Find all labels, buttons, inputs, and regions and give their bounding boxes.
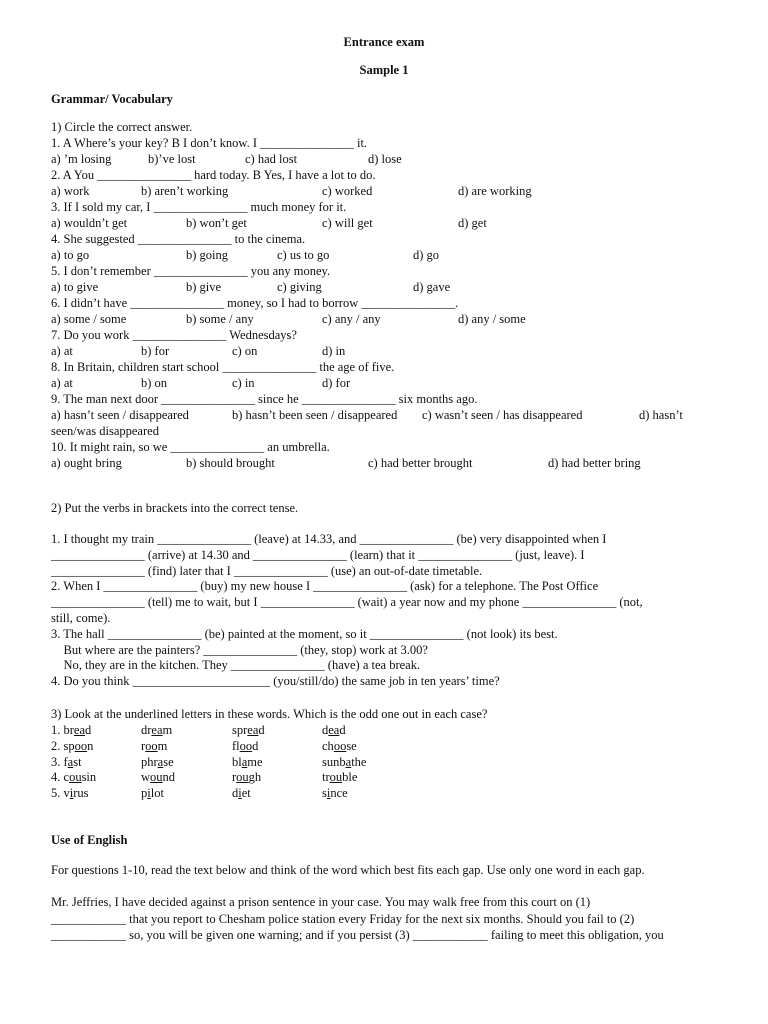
row-number: 5. xyxy=(51,786,64,801)
option-9-d: d) hasn’t xyxy=(639,408,683,422)
word-4-1: 4. cousin xyxy=(51,770,97,785)
option-1-b: b)’ve lost xyxy=(148,152,196,166)
option-2-b: b) aren’t working xyxy=(141,184,229,198)
option-10-c: c) had better brought xyxy=(368,456,473,470)
word-4-2: wound xyxy=(141,770,176,785)
option-3-d: d) get xyxy=(458,216,487,230)
option-2-a: a) work xyxy=(51,184,90,198)
passage-line-3: ____________ so, you will be given one warning; and if you persist (3) ____________ failing to meet this obligation, you xyxy=(51,928,664,942)
tense-line-4: 2. When I _______________ (buy) my new house I _______________ (ask) for a telephone. The Post Office xyxy=(51,579,599,594)
option-9-a: a) hasn’t seen / disappeared xyxy=(51,408,189,422)
passage-line-2: ____________ that you report to Chesham police station every Friday for the next six months. Should you fail to (2) xyxy=(51,911,635,926)
word-2-4: choose xyxy=(322,738,357,753)
option-9-b: b) hasn’t been seen / disappeared xyxy=(232,408,398,422)
option-5-a: a) to give xyxy=(51,280,99,294)
option-8-d: d) for xyxy=(322,376,351,390)
word-5-4: since xyxy=(322,786,348,801)
instruction-2: 2) Put the verbs in brackets into the correct tense. xyxy=(51,501,299,515)
word-1-2: dream xyxy=(141,723,173,737)
option-6-a: a) some / some xyxy=(51,312,127,326)
tense-line-9: No, they are in the kitchen. They _______________ (have) a tea break. xyxy=(51,658,421,673)
tense-line-7: 3. The hall _______________ (be) painted at the moment, so it _______________ (not look) its best. xyxy=(51,626,558,641)
tense-line-6: still, come). xyxy=(51,611,111,625)
tense-line-10: 4. Do you think ______________________ (you/still/do) the same job in ten years’ time? xyxy=(51,674,500,689)
option-8-b: b) on xyxy=(141,376,168,390)
tense-line-8: But where are the painters? _______________ (they, stop) work at 3.00? xyxy=(51,642,428,657)
option-1-d: d) lose xyxy=(368,152,402,166)
question-2: 2. A You _______________ hard today. B Yes, I have a lot to do. xyxy=(51,168,376,182)
tense-line-2: _______________ (arrive) at 14.30 and _______________ (learn) that it _______________ (just, leave). I xyxy=(51,547,585,562)
option-3-c: c) will get xyxy=(322,216,373,230)
row-number: 3. xyxy=(51,754,64,769)
option-4-b: b) going xyxy=(186,248,229,262)
question-7: 7. Do you work _______________ Wednesdays? xyxy=(51,328,297,342)
word-2-1: 2. spoon xyxy=(51,738,94,753)
option-6-b: b) some / any xyxy=(186,312,254,326)
question-6: 6. I didn’t have _______________ money, so I had to borrow _______________. xyxy=(51,296,459,310)
word-3-2: phrase xyxy=(141,754,174,769)
option-continuation-9: seen/was disappeared xyxy=(51,424,159,438)
option-7-b: b) for xyxy=(141,344,170,358)
tense-line-3: _______________ (find) later that I _______________ (use) an out-of-date timetable. xyxy=(51,563,483,578)
page-title: Entrance exam xyxy=(343,35,425,49)
option-1-c: c) had lost xyxy=(245,152,298,166)
option-6-d: d) any / some xyxy=(458,312,526,326)
instruction-3: 3) Look at the underlined letters in these words. Which is the odd one out in each case? xyxy=(51,707,488,721)
option-5-d: d) gave xyxy=(413,280,451,294)
word-2-2: room xyxy=(141,738,168,753)
word-2-3: flood xyxy=(232,738,259,753)
word-3-3: blame xyxy=(232,754,263,769)
question-5: 5. I don’t remember _______________ you any money. xyxy=(51,264,331,278)
word-5-2: pilot xyxy=(141,786,164,801)
section-heading-grammar: Grammar/ Vocabulary xyxy=(51,92,173,106)
word-5-3: diet xyxy=(232,786,251,801)
option-7-a: a) at xyxy=(51,344,73,358)
tense-line-1: 1. I thought my train _______________ (leave) at 14.33, and _______________ (be) very disappointed when I xyxy=(51,532,607,546)
question-1: 1. A Where’s your key? B I don’t know. I _______________ it. xyxy=(51,136,368,150)
question-10: 10. It might rain, so we _______________ an umbrella. xyxy=(51,440,330,454)
row-number: 2. xyxy=(51,738,64,753)
question-3: 3. If I sold my car, I _______________ much money for it. xyxy=(51,200,347,214)
option-6-c: c) any / any xyxy=(322,312,381,326)
word-3-4: sunbathe xyxy=(322,754,367,769)
instruction-4: For questions 1-10, read the text below and think of the word which best fits each gap. Use only one word in each gap. xyxy=(51,863,645,877)
word-4-4: trouble xyxy=(322,770,358,785)
option-7-d: d) in xyxy=(322,344,346,358)
question-9: 9. The man next door _______________ since he _______________ six months ago. xyxy=(51,392,478,406)
row-number: 4. xyxy=(51,770,64,785)
word-5-1: 5. virus xyxy=(51,786,89,801)
option-9-c: c) wasn’t seen / has disappeared xyxy=(422,408,583,422)
word-1-3: spread xyxy=(232,723,265,737)
question-8: 8. In Britain, children start school _______________ the age of five. xyxy=(51,360,395,374)
passage-line-1: Mr. Jeffries, I have decided against a prison sentence in your case. You may walk free from this court on (1) xyxy=(51,895,591,909)
instruction-1: 1) Circle the correct answer. xyxy=(51,120,193,134)
word-4-3: rough xyxy=(232,770,262,785)
word-1-4: dead xyxy=(322,723,346,737)
option-5-c: c) giving xyxy=(277,280,322,294)
option-8-a: a) at xyxy=(51,376,73,390)
option-3-a: a) wouldn’t get xyxy=(51,216,128,230)
option-1-a: a) ’m losing xyxy=(51,152,112,166)
option-8-c: c) in xyxy=(232,376,255,390)
option-10-a: a) ought bring xyxy=(51,456,122,470)
tense-line-5: _______________ (tell) me to wait, but I _______________ (wait) a year now and my phone _______________ (not, xyxy=(51,595,643,610)
page-subtitle: Sample 1 xyxy=(359,63,409,77)
option-10-b: b) should brought xyxy=(186,456,275,470)
option-3-b: b) won’t get xyxy=(186,216,247,230)
question-4: 4. She suggested _______________ to the cinema. xyxy=(51,232,306,246)
option-7-c: c) on xyxy=(232,344,258,358)
option-2-c: c) worked xyxy=(322,184,373,198)
option-2-d: d) are working xyxy=(458,184,532,198)
row-number: 1. xyxy=(51,723,64,737)
section-heading-use-of-english: Use of English xyxy=(51,833,128,847)
option-5-b: b) give xyxy=(186,280,222,294)
word-3-1: 3. fast xyxy=(51,754,82,769)
option-4-c: c) us to go xyxy=(277,248,330,262)
option-4-a: a) to go xyxy=(51,248,90,262)
option-4-d: d) go xyxy=(413,248,440,262)
word-1-1: 1. bread xyxy=(51,723,92,737)
option-10-d: d) had better bring xyxy=(548,456,641,470)
